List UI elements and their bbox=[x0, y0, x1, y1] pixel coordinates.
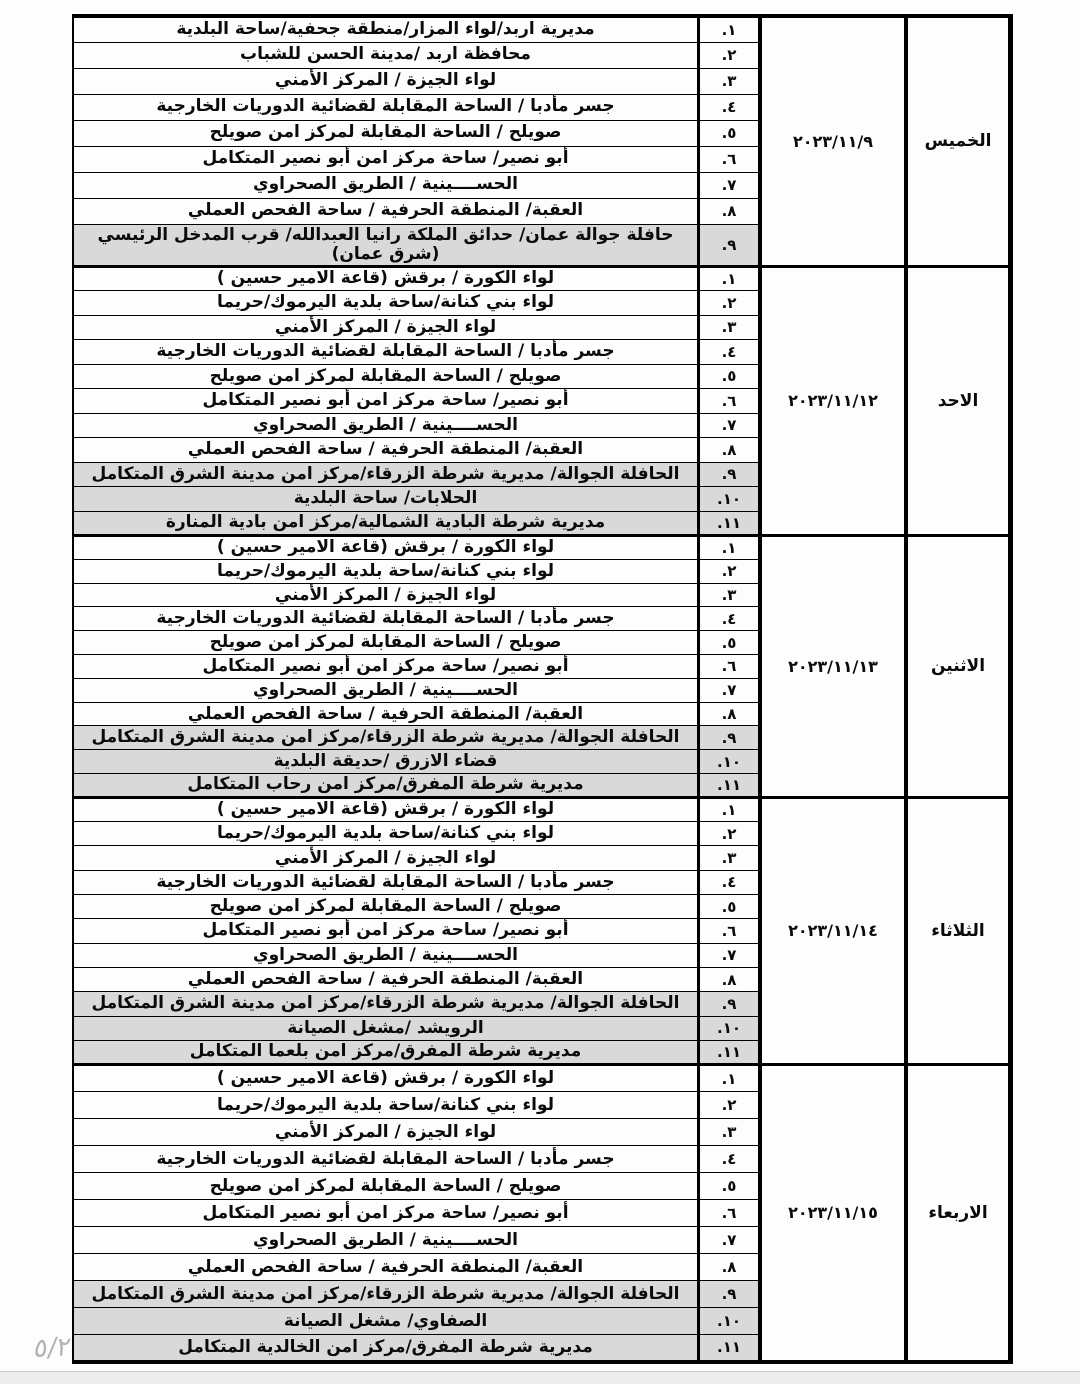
schedule-row bbox=[73, 266, 1011, 291]
row-number-cell: ٩. bbox=[699, 992, 761, 1016]
row-number-cell: ٢. bbox=[699, 1092, 761, 1119]
row-number-cell: ٧. bbox=[699, 943, 761, 967]
location-cell: الحافلة الجوالة/ مديرية شرطة الزرقاء/مركز امن مدينة الشرق المتكامل bbox=[73, 726, 699, 750]
row-number-cell: ٤. bbox=[699, 870, 761, 894]
row-number-cell: ٧. bbox=[699, 172, 761, 198]
row-number-cell: ٦. bbox=[699, 146, 761, 172]
scan-edge-strip bbox=[0, 1371, 1080, 1384]
row-number-cell: ٨. bbox=[699, 967, 761, 991]
location-cell: أبو نصير/ ساحة مركز امن أبو نصير المتكامل bbox=[73, 655, 699, 679]
location-cell: جسر مأدبا / الساحة المقابلة لقضائية الدوريات الخارجية bbox=[73, 340, 699, 365]
location-cell: مديرية شرطة المفرق/مركز امن رحاب المتكامل bbox=[73, 774, 699, 798]
location-cell: صويلح / الساحة المقابلة لمركز امن صويلح bbox=[73, 895, 699, 919]
row-number-cell: ٣. bbox=[699, 846, 761, 870]
row-number-cell: ١٠. bbox=[699, 1308, 761, 1335]
row-number-cell: ٣. bbox=[699, 315, 761, 340]
location-cell: لواء الكورة / برقش (قاعة الامير حسين ) bbox=[73, 797, 699, 821]
row-number-cell: ١. bbox=[699, 536, 761, 560]
row-number-cell: ٨. bbox=[699, 198, 761, 224]
location-cell: الحافلة الجوالة/ مديرية شرطة الزرقاء/مركز امن مدينة الشرق المتكامل bbox=[73, 1281, 699, 1308]
location-cell: مديرية اربد/لواء المزار/منطقة جحفية/ساحة البلدية bbox=[73, 16, 699, 42]
row-number-cell: ٦. bbox=[699, 655, 761, 679]
location-cell: مديرية شرطة المفرق/مركز امن الخالدية المتكامل bbox=[73, 1335, 699, 1362]
location-cell: العقبة/ المنطقة الحرفية / ساحة الفحص العملي bbox=[73, 702, 699, 726]
row-number-cell: ٢. bbox=[699, 42, 761, 68]
location-cell: جسر مأدبا / الساحة المقابلة لقضائية الدوريات الخارجية bbox=[73, 607, 699, 631]
row-number-cell: ٦. bbox=[699, 1200, 761, 1227]
day-block bbox=[73, 536, 1011, 798]
row-number-cell: ٩. bbox=[699, 462, 761, 487]
day-name-cell: الثلاثاء bbox=[906, 797, 1011, 1064]
location-cell: العقبة/ المنطقة الحرفية / ساحة الفحص العملي bbox=[73, 198, 699, 224]
location-cell: لواء بني كنانة/ساحة بلدية اليرموك/حريما bbox=[73, 1092, 699, 1119]
row-number-cell: ١١. bbox=[699, 1040, 761, 1064]
location-cell: محافظة اربد /مدينة الحسن للشباب bbox=[73, 42, 699, 68]
row-number-cell: ٥. bbox=[699, 895, 761, 919]
row-number-cell: ١. bbox=[699, 797, 761, 821]
schedule-row bbox=[73, 1065, 1011, 1092]
row-number-cell: ١. bbox=[699, 1065, 761, 1092]
location-cell: صويلح / الساحة المقابلة لمركز امن صويلح bbox=[73, 631, 699, 655]
location-cell: لواء بني كنانة/ساحة بلدية اليرموك/حريما bbox=[73, 822, 699, 846]
location-cell: الحســــينية / الطريق الصحراوي bbox=[73, 678, 699, 702]
row-number-cell: ٥. bbox=[699, 120, 761, 146]
location-cell: لواء الكورة / برقش (قاعة الامير حسين ) bbox=[73, 266, 699, 291]
location-cell: أبو نصير/ ساحة مركز امن أبو نصير المتكامل bbox=[73, 919, 699, 943]
location-cell: الحافلة الجوالة/ مديرية شرطة الزرقاء/مركز امن مدينة الشرق المتكامل bbox=[73, 462, 699, 487]
location-cell: لواء الجيزة / المركز الأمني bbox=[73, 583, 699, 607]
row-number-cell: ٤. bbox=[699, 340, 761, 365]
date-cell: ٢٠٢٣/١١/١٣ bbox=[760, 536, 906, 798]
location-cell: جسر مأدبا / الساحة المقابلة لقضائية الدوريات الخارجية bbox=[73, 94, 699, 120]
location-cell: أبو نصير/ ساحة مركز امن أبو نصير المتكامل bbox=[73, 389, 699, 414]
location-cell: العقبة/ المنطقة الحرفية / ساحة الفحص العملي bbox=[73, 438, 699, 463]
row-number-cell: ٧. bbox=[699, 1227, 761, 1254]
row-number-cell: ١٠. bbox=[699, 750, 761, 774]
location-cell: جسر مأدبا / الساحة المقابلة لقضائية الدوريات الخارجية bbox=[73, 870, 699, 894]
date-cell: ٢٠٢٣/١١/١٢ bbox=[760, 266, 906, 536]
schedule-table bbox=[72, 14, 1013, 1364]
day-block bbox=[73, 797, 1011, 1064]
location-cell: لواء الجيزة / المركز الأمني bbox=[73, 68, 699, 94]
day-name-cell: الخميس bbox=[906, 16, 1011, 266]
location-cell: صويلح / الساحة المقابلة لمركز امن صويلح bbox=[73, 1173, 699, 1200]
row-number-cell: ٣. bbox=[699, 68, 761, 94]
date-cell: ٢٠٢٣/١١/١٥ bbox=[760, 1065, 906, 1362]
location-cell: الحســــينية / الطريق الصحراوي bbox=[73, 1227, 699, 1254]
location-cell: لواء الجيزة / المركز الأمني bbox=[73, 1119, 699, 1146]
row-number-cell: ١١. bbox=[699, 774, 761, 798]
location-cell: أبو نصير/ ساحة مركز امن أبو نصير المتكامل bbox=[73, 146, 699, 172]
location-cell: الحســــينية / الطريق الصحراوي bbox=[73, 172, 699, 198]
row-number-cell: ٢. bbox=[699, 291, 761, 316]
location-cell: لواء بني كنانة/ساحة بلدية اليرموك/حريما bbox=[73, 291, 699, 316]
row-number-cell: ١٠. bbox=[699, 487, 761, 512]
row-number-cell: ١٠. bbox=[699, 1016, 761, 1040]
location-cell: صويلح / الساحة المقابلة لمركز امن صويلح bbox=[73, 120, 699, 146]
location-cell: العقبة/ المنطقة الحرفية / ساحة الفحص العملي bbox=[73, 1254, 699, 1281]
row-number-cell: ٢. bbox=[699, 822, 761, 846]
location-cell: لواء الجيزة / المركز الأمني bbox=[73, 315, 699, 340]
location-cell: الرويشد /مشغل الصيانة bbox=[73, 1016, 699, 1040]
row-number-cell: ١. bbox=[699, 266, 761, 291]
day-name-cell: الاثنين bbox=[906, 536, 1011, 798]
row-number-cell: ٨. bbox=[699, 702, 761, 726]
location-cell: الحلابات/ ساحة البلدية bbox=[73, 487, 699, 512]
row-number-cell: ٥. bbox=[699, 631, 761, 655]
row-number-cell: ١١. bbox=[699, 1335, 761, 1362]
row-number-cell: ٩. bbox=[699, 224, 761, 266]
row-number-cell: ٨. bbox=[699, 1254, 761, 1281]
location-cell: العقبة/ المنطقة الحرفية / ساحة الفحص العملي bbox=[73, 967, 699, 991]
location-cell: لواء بني كنانة/ساحة بلدية اليرموك/حريما bbox=[73, 559, 699, 583]
date-cell: ٢٠٢٣/١١/٩ bbox=[760, 16, 906, 266]
row-number-cell: ٣. bbox=[699, 583, 761, 607]
day-block bbox=[73, 1065, 1011, 1362]
day-block bbox=[73, 266, 1011, 536]
row-number-cell: ٩. bbox=[699, 726, 761, 750]
row-number-cell: ٩. bbox=[699, 1281, 761, 1308]
location-cell: لواء الكورة / برقش (قاعة الامير حسين ) bbox=[73, 536, 699, 560]
schedule-row bbox=[73, 16, 1011, 42]
row-number-cell: ٣. bbox=[699, 1119, 761, 1146]
location-cell: أبو نصير/ ساحة مركز امن أبو نصير المتكامل bbox=[73, 1200, 699, 1227]
row-number-cell: ١١. bbox=[699, 511, 761, 536]
location-cell: صويلح / الساحة المقابلة لمركز امن صويلح bbox=[73, 364, 699, 389]
row-number-cell: ٤. bbox=[699, 607, 761, 631]
location-cell: مديرية شرطة المفرق/مركز امن بلعما المتكامل bbox=[73, 1040, 699, 1064]
location-cell: لواء الجيزة / المركز الأمني bbox=[73, 846, 699, 870]
location-cell: الحســــينية / الطريق الصحراوي bbox=[73, 943, 699, 967]
location-cell: الصفاوي/ مشغل الصيانة bbox=[73, 1308, 699, 1335]
row-number-cell: ٥. bbox=[699, 364, 761, 389]
day-name-cell: الاربعاء bbox=[906, 1065, 1011, 1362]
row-number-cell: ٤. bbox=[699, 1146, 761, 1173]
location-cell: جسر مأدبا / الساحة المقابلة لقضائية الدوريات الخارجية bbox=[73, 1146, 699, 1173]
location-cell: الحســــينية / الطريق الصحراوي bbox=[73, 413, 699, 438]
row-number-cell: ٨. bbox=[699, 438, 761, 463]
schedule-row bbox=[73, 797, 1011, 821]
location-cell: حافلة جوالة عمان/ حدائق الملكة رانيا العبدالله/ قرب المدخل الرئيسي (شرق عمان) bbox=[73, 224, 699, 266]
location-cell: مديرية شرطة البادية الشمالية/مركز امن بادية المنارة bbox=[73, 511, 699, 536]
day-name-cell: الاحد bbox=[906, 266, 1011, 536]
row-number-cell: ٦. bbox=[699, 919, 761, 943]
row-number-cell: ٦. bbox=[699, 389, 761, 414]
row-number-cell: ٧. bbox=[699, 413, 761, 438]
location-cell: لواء الكورة / برقش (قاعة الامير حسين ) bbox=[73, 1065, 699, 1092]
day-block bbox=[73, 16, 1011, 266]
row-number-cell: ٧. bbox=[699, 678, 761, 702]
row-number-cell: ٢. bbox=[699, 559, 761, 583]
row-number-cell: ٤. bbox=[699, 94, 761, 120]
location-cell: قضاء الازرق /حديقة البلدية bbox=[73, 750, 699, 774]
page-number-marker: ٥/٢ bbox=[32, 1331, 73, 1365]
location-cell: الحافلة الجوالة/ مديرية شرطة الزرقاء/مركز امن مدينة الشرق المتكامل bbox=[73, 992, 699, 1016]
row-number-cell: ١. bbox=[699, 16, 761, 42]
row-number-cell: ٥. bbox=[699, 1173, 761, 1200]
date-cell: ٢٠٢٣/١١/١٤ bbox=[760, 797, 906, 1064]
schedule-row bbox=[73, 536, 1011, 560]
